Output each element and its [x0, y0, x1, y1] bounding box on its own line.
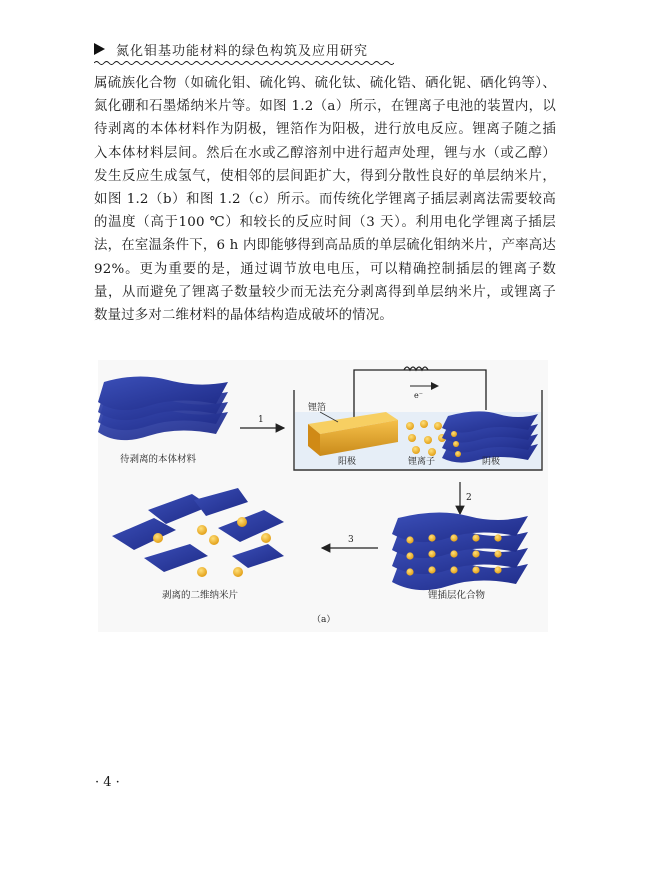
label-intercalated-compound: 锂插层化合物 [428, 590, 486, 601]
body-paragraph: 属硫族化合物（如硫化钼、硫化钨、硫化钛、硫化锆、硒化铌、硒化钨等）、氮化硼和石墨烯纳米片等。如图 1.2（a）所示，在锂离子电池的装置内，以待剥离的本体材料作为阴极，锂箔作为阳极，进行放电反应。锂离子随之插入本体材料层间。然后在水或乙醇溶剂中进行超声处理，锂与水（或乙醇）发生反应生成氢气，使相邻的层间距扩大，得到分散性良好的单层纳米片，如图 1.2（b）和图 1.2（c）所示。而传统化学锂离子插层剥离法需要较高的温度（高于100 ℃）和较长的反应时间（3 天）。利用电化学锂离子插层法，在室温条件下，6 h 内即能够得到高品质的单层硫化钼纳米片，产率高达 92%。更为重要的是，通过调节放电电压，可以精确控制插层的锂离子数量，从而避免了锂离子数量较少而无法充分剥离得到单层纳米片，或锂离子数量过多对二维材料的晶体结构造成破坏的情况。 [94, 76, 556, 324]
step-3-label: 3 [348, 535, 354, 545]
step-1-label: 1 [258, 415, 264, 425]
cathode-stack [442, 411, 538, 462]
label-electron: e⁻ [414, 391, 423, 400]
label-exfoliated-nanosheets: 剥离的二维纳米片 [162, 590, 239, 601]
figure-exfoliation-schematic [98, 360, 548, 632]
label-cathode: 阴极 [482, 457, 501, 467]
bulk-material-stack [98, 376, 228, 440]
label-anode: 阳极 [338, 457, 357, 467]
page-number: · 4 · [95, 775, 120, 790]
intercalated-compound [392, 512, 528, 590]
exfoliated-nanosheets [112, 488, 284, 577]
figure-caption: （a） [312, 615, 336, 625]
triangle-marker-icon [94, 43, 105, 55]
figure-svg [98, 360, 548, 632]
header-title: 氮化钼基功能材料的绿色构筑及应用研究 [116, 44, 369, 59]
body-text [94, 72, 556, 327]
label-bulk-material: 待剥离的本体材料 [120, 454, 197, 465]
running-header [94, 40, 554, 60]
step-2-label: 2 [466, 493, 472, 503]
wavy-underline [94, 60, 394, 66]
label-lithium-foil: 锂箔 [308, 403, 327, 413]
label-lithium-ion: 锂离子 [408, 457, 436, 467]
